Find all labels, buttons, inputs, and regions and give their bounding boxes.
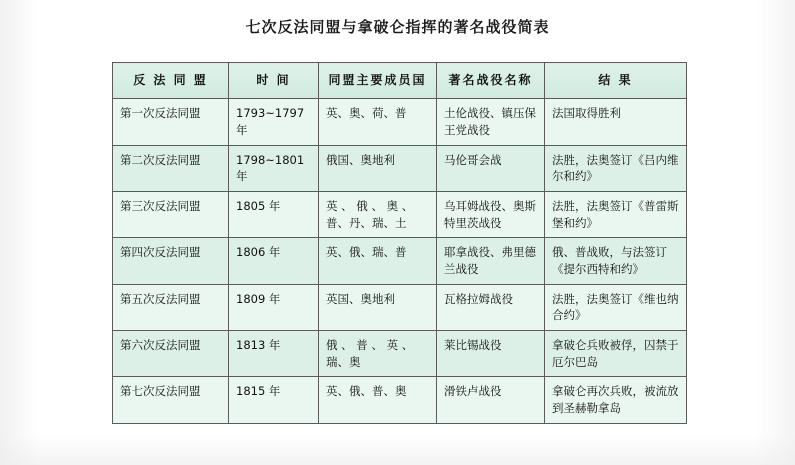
table-body [113,99,687,423]
table-row [113,284,687,330]
page-edge-shading-bottom [0,435,795,465]
cell-battles: 乌耳姆战役、奥斯特里茨战役 [437,192,545,238]
page-edge-shading-left [0,0,40,465]
cell-time: 1815 年 [229,377,319,423]
cell-result: 法国取得胜利 [545,99,687,145]
table-row [113,192,687,238]
cell-coalition: 第七次反法同盟 [113,377,229,423]
cell-time: 1806 年 [229,238,319,284]
column-header-members: 同盟主要成员国 [319,63,437,99]
table-row [113,377,687,423]
cell-battles: 耶拿战役、弗里德兰战役 [437,238,545,284]
cell-time: 1798~1801 年 [229,145,319,191]
cell-time: 1805 年 [229,192,319,238]
cell-members: 英、俄、瑞、普 [319,238,437,284]
table-row [113,331,687,377]
cell-coalition: 第四次反法同盟 [113,238,229,284]
page-title: 七次反法同盟与拿破仑指挥的著名战役简表 [245,18,550,36]
cell-battles: 马伦哥会战 [437,145,545,191]
cell-members: 英国、奥地利 [319,284,437,330]
cell-battles: 瓦格拉姆战役 [437,284,545,330]
table-header-row [113,63,687,99]
cell-coalition: 第二次反法同盟 [113,145,229,191]
battle-table-container [112,62,686,424]
cell-time: 1813 年 [229,331,319,377]
table-row [113,145,687,191]
cell-result: 俄、普战败，与法签订《提尔西特和约》 [545,238,687,284]
cell-result: 法胜，法奥签订《维也纳合约》 [545,284,687,330]
cell-members: 俄 、 普 、 英 、 瑞、奥 [319,331,437,377]
table-row [113,99,687,145]
column-header-coalition: 反 法 同 盟 [113,63,229,99]
cell-members: 英 、 俄 、 奥 、普、丹、瑞、土 [319,192,437,238]
cell-battles: 滑铁卢战役 [437,377,545,423]
column-header-battles: 著名战役名称 [437,63,545,99]
cell-coalition: 第三次反法同盟 [113,192,229,238]
cell-coalition: 第五次反法同盟 [113,284,229,330]
cell-result: 拿破仑兵败被俘，囚禁于厄尔巴岛 [545,331,687,377]
cell-time: 1809 年 [229,284,319,330]
cell-result: 拿破仑再次兵败，被流放到圣赫勒拿岛 [545,377,687,423]
cell-members: 英、俄、普、奥 [319,377,437,423]
cell-battles: 莱比锡战役 [437,331,545,377]
cell-members: 俄国、奥地利 [319,145,437,191]
table-row [113,238,687,284]
cell-result: 法胜，法奥签订《普雷斯堡和约》 [545,192,687,238]
cell-time: 1793~1797 年 [229,99,319,145]
column-header-time: 时 间 [229,63,319,99]
page-edge-shading-right [755,0,795,465]
battle-table [112,62,687,424]
cell-members: 英、奥、荷、普 [319,99,437,145]
column-header-result: 结 果 [545,63,687,99]
cell-result: 法胜，法奥签订《吕内维尔和约》 [545,145,687,191]
cell-battles: 土伦战役、镇压保王党战役 [437,99,545,145]
cell-coalition: 第六次反法同盟 [113,331,229,377]
cell-coalition: 第一次反法同盟 [113,99,229,145]
